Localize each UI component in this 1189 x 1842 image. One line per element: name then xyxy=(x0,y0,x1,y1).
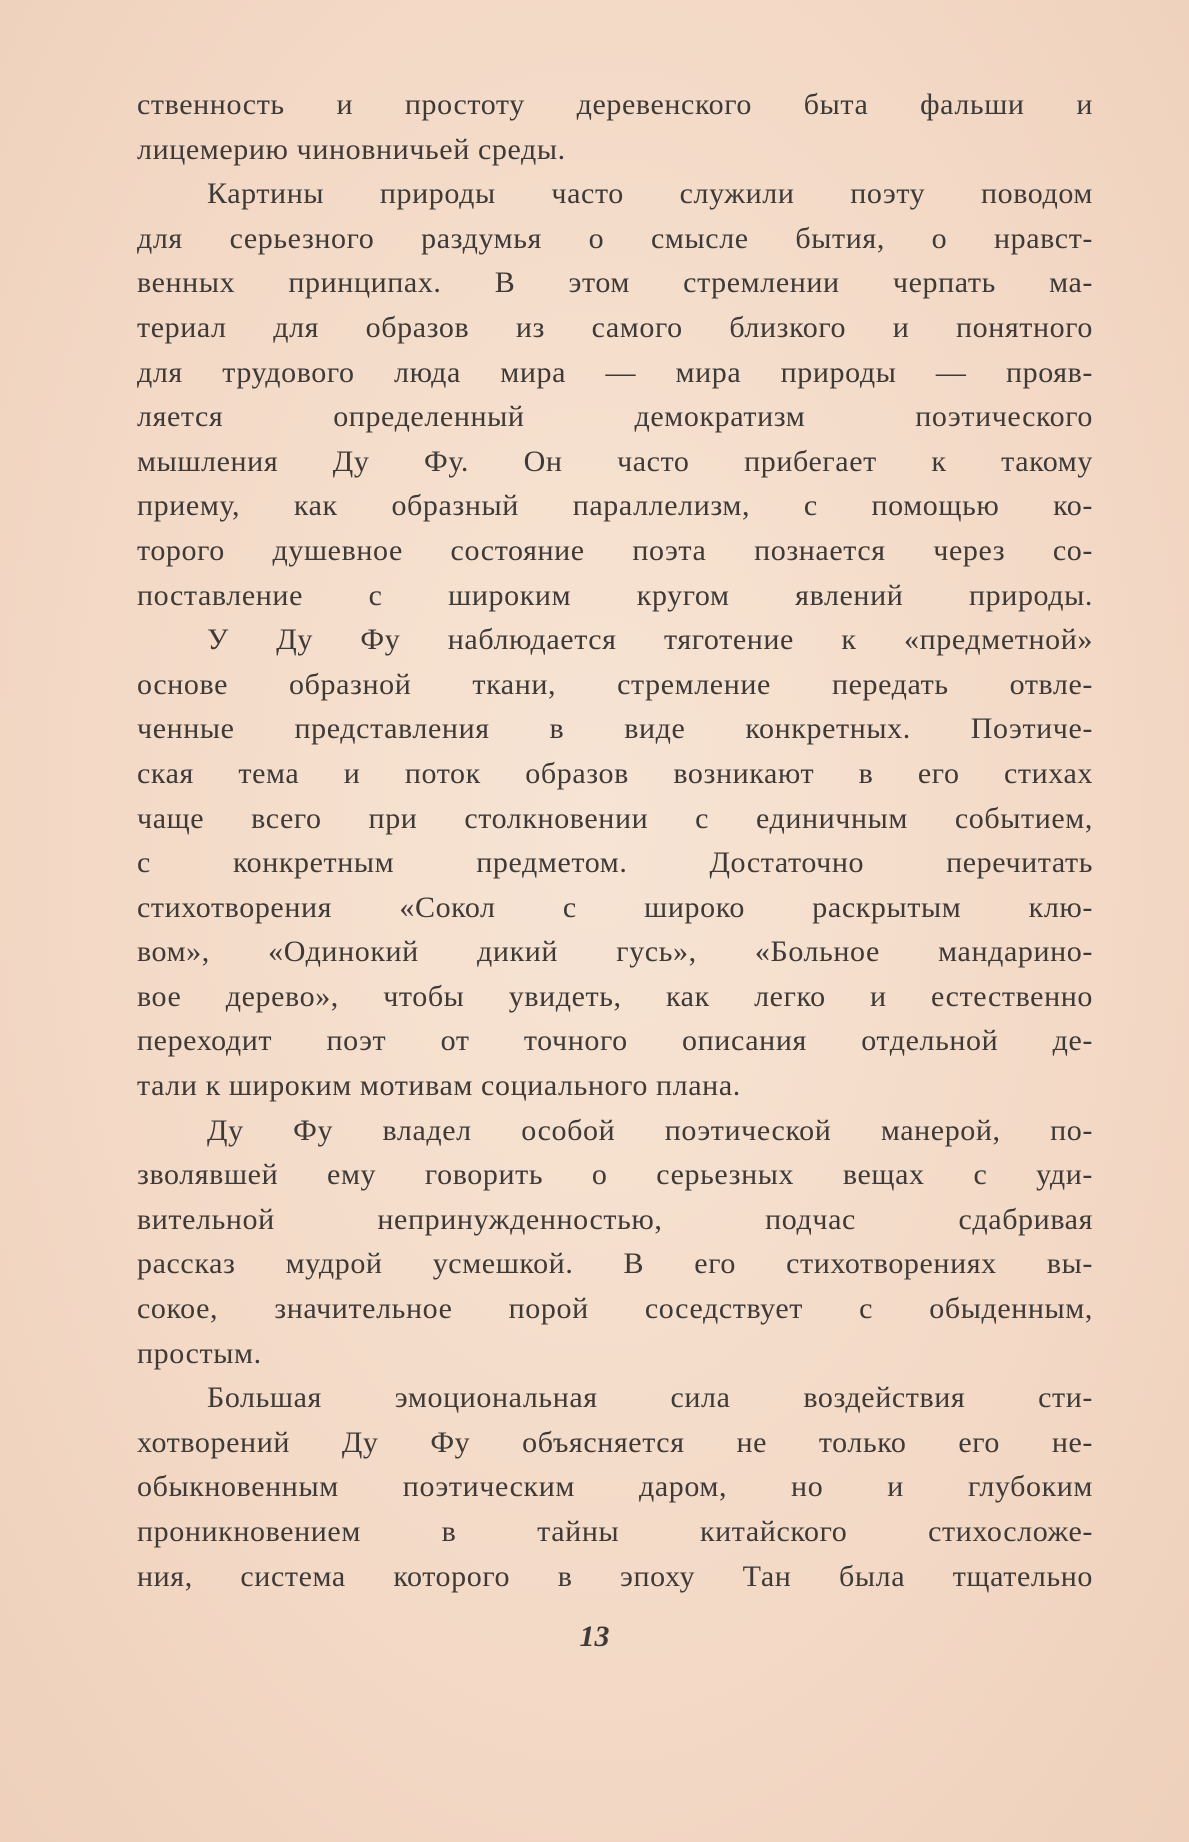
text-line: вое дерево», чтобы увидеть, как легко и естественно xyxy=(137,979,1093,1013)
text-line: торого душевное состояние поэта познается через со- xyxy=(137,533,1093,567)
page-number: 13 xyxy=(579,1620,610,1653)
text-line: ская тема и поток образов возникают в его стихах xyxy=(137,756,1093,790)
text-line: ния, система которого в эпоху Тан была тщательно xyxy=(137,1559,1093,1593)
text-line: чаще всего при столкновении с единичным событием, xyxy=(137,801,1093,835)
text-line: Ду Фу владел особой поэтической манерой, по- xyxy=(207,1113,1093,1147)
text-line: обыкновенным поэтическим даром, но и глубоким xyxy=(137,1470,1093,1504)
text-line: тали к широким мотивам социального плана. xyxy=(137,1069,741,1103)
text-line: венных принципах. В этом стремлении черпать ма- xyxy=(137,266,1093,300)
text-line: сокое, значительное порой соседствует с обыденным, xyxy=(137,1292,1093,1326)
text-line: ственность и простоту деревенского быта фальши и xyxy=(137,88,1093,121)
text-line: ляется определенный демократизм поэтического xyxy=(137,400,1093,434)
text-line: переходит поэт от точного описания отдельной де- xyxy=(137,1024,1093,1058)
text-line: лицемерию чиновничьей среды. xyxy=(137,132,566,166)
text-line: мышления Ду Фу. Он часто прибегает к такому xyxy=(137,444,1093,478)
text-line: проникновением в тайны китайского стихосложе- xyxy=(137,1515,1093,1548)
text-line: с конкретным предметом. Достаточно перечитать xyxy=(137,846,1093,880)
text-line: хотворений Ду Фу объясняется не только его не- xyxy=(137,1425,1093,1459)
text-line: У Ду Фу наблюдается тяготение к «предметной» xyxy=(207,623,1093,657)
text-line: основе образной ткани, стремление передать отвле- xyxy=(137,667,1093,701)
text-line: вительной непринужденностью, подчас сдабривая xyxy=(137,1202,1093,1236)
text-line: рассказ мудрой усмешкой. В его стихотворениях вы- xyxy=(137,1247,1093,1281)
text-line: Большая эмоциональная сила воздействия сти- xyxy=(207,1381,1093,1415)
text-line: для трудового люда мира — мира природы — прояв- xyxy=(137,355,1093,389)
text-line: зволявшей ему говорить о серьезных вещах с уди- xyxy=(137,1158,1093,1192)
text-line: вом», «Одинокий дикий гусь», «Больное мандарино- xyxy=(137,935,1093,969)
text-line: простым. xyxy=(137,1336,262,1370)
text-line: териал для образов из самого близкого и понятного xyxy=(137,310,1093,344)
text-line: для серьезного раздумья о смысле бытия, о нравст- xyxy=(137,221,1093,255)
text-line: поставление с широким кругом явлений природы. xyxy=(137,578,1093,612)
text-line: стихотворения «Сокол с широко раскрытым клю- xyxy=(137,890,1093,924)
body-text xyxy=(137,83,1093,1599)
text-line: приему, как образный параллелизм, с помощью ко- xyxy=(137,489,1093,523)
text-line: Картины природы часто служили поэту поводом xyxy=(207,177,1093,211)
text-line: ченные представления в виде конкретных. Поэтиче- xyxy=(137,712,1093,746)
